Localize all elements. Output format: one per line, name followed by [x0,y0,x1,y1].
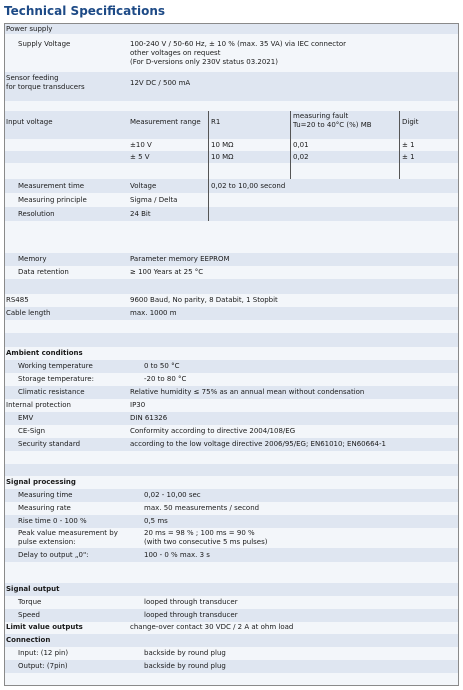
row-band [5,489,458,502]
security-value: according to the low voltage directive 2006/95/EG; EN61010; EN60664-1 [130,440,386,448]
column-header-fault: Tu=20 to 40°C (%) MB [293,121,372,129]
table-cell: 10 MΩ [211,141,234,149]
retention-label: Data retention [18,268,69,276]
signal-output-heading: Signal output [6,585,60,593]
power-heading: Power supply [6,25,53,33]
cable-length-value: max. 1000 m [130,309,177,317]
row-band [5,412,458,425]
ambient-heading: Ambient conditions [6,349,83,357]
measurement-time-value: 0,02 to 10,00 second [211,182,286,190]
principle-label: Measuring principle [18,196,87,204]
measuring-time-label: Measuring time [18,491,73,499]
supply-voltage-label: Supply Voltage [18,40,71,48]
working-temp-value: 0 to 50 °C [144,362,180,370]
climatic-label: Climatic resistance [18,388,85,396]
sensor-value: 12V DC / 500 mA [130,79,191,87]
speed-value: looped through transducer [144,611,238,619]
climatic-value: Relative humidity ≤ 75% as an annual mean without condensation [130,388,365,396]
sensor-label: Sensor feeding [6,74,59,82]
table-divider [208,179,209,221]
delay-value: 100 - 0 % max. 3 s [144,551,210,559]
row-band [5,221,458,253]
row-band [5,464,458,476]
row-band [5,266,458,279]
measuring-rate-label: Measuring rate [18,504,71,512]
input-voltage-label: Input voltage [6,118,53,126]
principle-value: Sigma / Delta [130,196,178,204]
row-band [5,583,458,596]
memory-value: Parameter memory EEPROM [130,255,230,263]
table-cell: ±10 V [130,141,152,149]
table-cell: 0,01 [293,141,309,149]
cable-length-label: Cable length [6,309,51,317]
resolution-value: 24 Bit [130,210,151,218]
limit-value: change-over contact 30 VDC / 2 A at ohm load [130,623,294,631]
supply-voltage-value: 100-240 V / 50-60 Hz, ± 10 % (max. 35 VA) via IEC connector [130,40,347,48]
spec-table [4,23,459,686]
row-band [5,451,458,464]
storage-temp-value: -20 to 80 °C [144,375,187,383]
ce-sign-value: Conformity according to directive 2004/108/EG [130,427,296,435]
table-divider [290,111,291,179]
delay-label: Delay to output „0": [18,551,89,559]
column-header-range: Measurement range [130,118,201,126]
supply-voltage-note: other voltages on request [130,49,221,57]
storage-temp-label: Storage temperature: [18,375,94,383]
column-header-digit: Digit [402,118,419,126]
torque-label: Torque [18,598,42,606]
working-temp-label: Working temperature [18,362,93,370]
table-cell: ± 1 [402,153,415,161]
measurement-time-label: Measurement time [18,182,85,190]
column-header-fault: measuring fault [293,112,349,120]
page-title: Technical Specifications [4,4,166,18]
rise-time-label: Rise time 0 - 100 % [18,517,87,525]
protection-label: Internal protection [6,401,71,409]
output-plug-value: backside by round plug [144,662,226,670]
connection-heading: Connection [6,636,51,644]
row-band [5,647,458,660]
rise-time-value: 0,5 ms [144,517,168,525]
peak-label: pulse extension: [18,538,76,546]
rs485-value: 9600 Baud, No parity, 8 Databit, 1 Stopbit [130,296,278,304]
row-band [5,279,458,294]
input-plug-label: Input: (12 pin) [18,649,69,657]
row-band [5,673,458,686]
output-plug-label: Output: (7pin) [18,662,68,670]
table-divider [399,111,400,179]
row-band [5,333,458,347]
signal-processing-heading: Signal processing [6,478,76,486]
measurement-time-kind: Voltage [130,182,157,190]
row-band [5,111,458,139]
sensor-label: for torque transducers [6,83,85,91]
table-cell: ± 1 [402,141,415,149]
emv-value: DIN 61326 [130,414,168,422]
table-cell: 0,02 [293,153,309,161]
row-band [5,101,458,111]
row-band [5,307,458,320]
table-divider [208,111,209,179]
peak-value: (with two consecutive 5 ms pulses) [144,538,268,546]
row-band [5,320,458,333]
emv-label: EMV [18,414,34,422]
row-band [5,24,458,34]
measuring-time-value: 0,02 - 10,00 sec [144,491,201,499]
row-band [5,634,458,647]
row-band [5,207,458,221]
torque-value: looped through transducer [144,598,238,606]
resolution-label: Resolution [18,210,55,218]
supply-voltage-note: (For D-versions only 230V status 03.2021) [130,58,278,66]
input-plug-value: backside by round plug [144,649,226,657]
rs485-label: RS485 [6,296,29,304]
limit-label: Limit value outputs [6,623,83,631]
protection-value: IP30 [130,401,146,409]
memory-label: Memory [18,255,47,263]
row-band [5,562,458,583]
row-band [5,399,458,412]
table-cell: 10 MΩ [211,153,234,161]
peak-value: 20 ms = 98 % ; 100 ms = 90 % [144,529,255,537]
table-cell: ± 5 V [130,153,150,161]
security-label: Security standard [18,440,81,448]
retention-value: ≥ 100 Years at 25 °C [130,268,204,276]
row-band [5,660,458,673]
measuring-rate-value: max. 50 measurements / second [144,504,260,512]
column-header-r1: R1 [211,118,221,126]
row-band [5,163,458,179]
ce-sign-label: CE-Sign [18,427,46,435]
speed-label: Speed [18,611,40,619]
row-band [5,253,458,266]
peak-label: Peak value measurement by [18,529,118,537]
